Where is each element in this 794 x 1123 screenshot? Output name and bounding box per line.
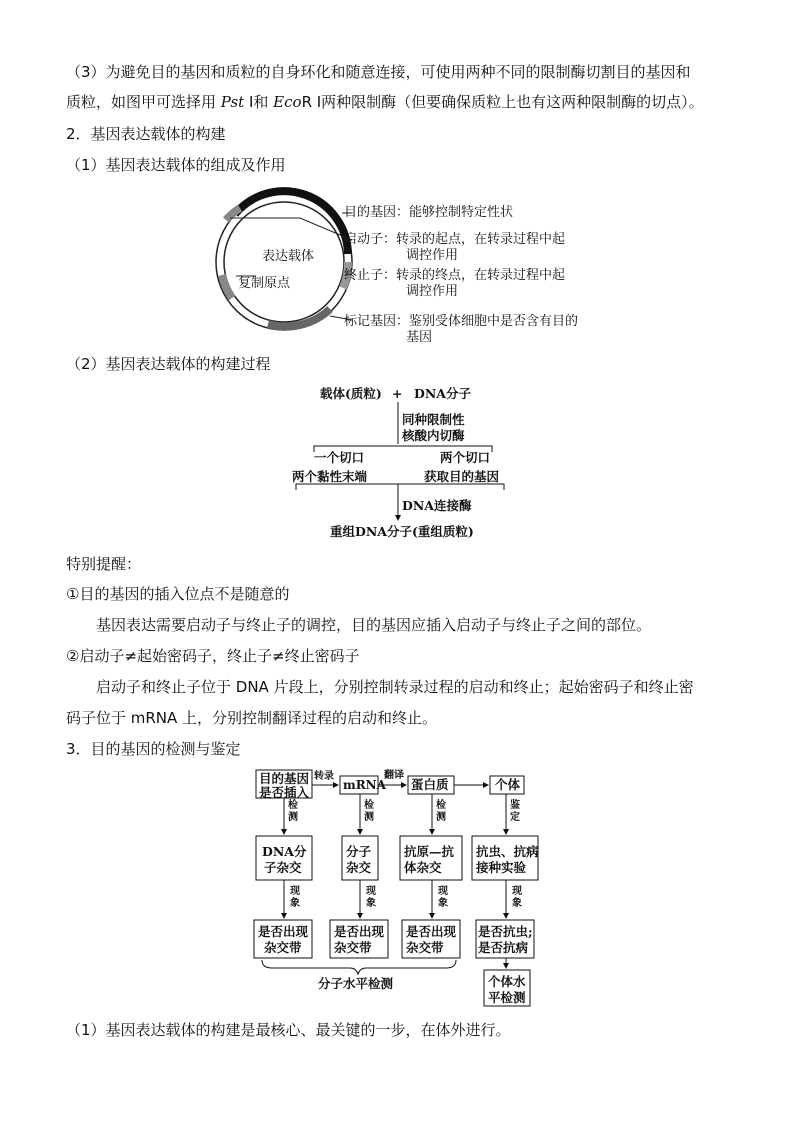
phen-3a: 现 xyxy=(438,886,448,897)
note-2: ②启动子≠起始密码子，终止子≠终止密码子 xyxy=(66,647,360,665)
detect-label-1a: 检 xyxy=(288,800,298,811)
para3-line2-mid2: R Ⅰ两种限制酶（但要确保质粒上也有这两种限制酶的切点）。 xyxy=(301,93,704,111)
notes-title: 特别提醒： xyxy=(66,555,142,573)
construct-result: 重组DNA分子(重组质粒) xyxy=(330,524,474,539)
note-2-body-2: 码子位于 mRNA 上，分别控制翻译过程的启动和终止。 xyxy=(66,709,438,727)
plasmid-label-gene: 目的基因：能够控制特定性状 xyxy=(344,205,514,220)
construct-vector: 载体(质粒) xyxy=(320,386,382,401)
section-2-sub2: （2）基因表达载体的构建过程 xyxy=(66,355,271,373)
construct-get-gene: 获取目的基因 xyxy=(424,469,500,484)
phen-1a: 现 xyxy=(290,886,300,897)
phen-4a: 现 xyxy=(512,886,522,897)
final-line: （1）基因表达载体的构建是最核心、最关键的一步，在体外进行。 xyxy=(66,1021,511,1039)
para3-line2-mid1: Ⅰ和 xyxy=(244,93,274,111)
construct-one-cut: 一个切口 xyxy=(314,450,365,465)
method-1b: 子杂交 xyxy=(264,860,302,875)
result-2a: 是否出现 xyxy=(334,924,385,939)
phen-1b: 象 xyxy=(290,898,300,909)
section-2-title: 2．基因表达载体的构建 xyxy=(66,125,226,143)
method-2b: 杂交 xyxy=(346,860,372,875)
result-1b: 杂交带 xyxy=(264,940,302,955)
phen-2b: 象 xyxy=(366,898,376,909)
result-4b: 是否抗病 xyxy=(478,940,529,955)
detect-label-1b: 测 xyxy=(288,812,298,823)
detect-top-1a: 目的基因 xyxy=(259,771,310,786)
result-1a: 是否出现 xyxy=(258,924,309,939)
molecular-level-label: 分子水平检测 xyxy=(318,976,394,991)
method-4a: 抗虫、抗病 xyxy=(476,844,539,859)
para3-line2-pre: 质粒，如图甲可选择用 xyxy=(66,93,221,111)
detect-protein: 蛋白质 xyxy=(411,777,449,792)
identify-label-a: 鉴 xyxy=(510,800,520,811)
detect-top-1b: 是否插入 xyxy=(259,785,310,800)
construct-enzyme-2: 核酸内切酶 xyxy=(402,428,465,443)
section-2-sub1: （1）基因表达载体的组成及作用 xyxy=(66,156,286,174)
detect-mrna: mRNA xyxy=(343,778,386,792)
detect-translate: 翻译 xyxy=(384,770,404,781)
construct-plus: + xyxy=(392,386,403,401)
para3-line1: （3）为避免目的基因和质粒的自身环化和随意连接，可使用两种不同的限制酶切割目的基因和 xyxy=(66,63,691,81)
detect-transcribe: 转录 xyxy=(314,771,334,782)
note-1-body: 基因表达需要启动子与终止子的调控，目的基因应插入启动子与终止子之间的部位。 xyxy=(96,616,652,634)
plasmid-label-terminator-2: 调控作用 xyxy=(406,284,459,299)
plasmid-label-promoter: 启动子：转录的起点，在转录过程中起 xyxy=(344,232,566,247)
identify-label-b: 定 xyxy=(510,812,520,823)
plasmid-label-marker-2: 基因 xyxy=(406,330,433,345)
construct-two-cut: 两个切口 xyxy=(440,450,491,465)
plasmid-origin-label: 复制原点 xyxy=(238,276,291,291)
section-3-title: 3．目的基因的检测与鉴定 xyxy=(66,740,241,758)
result-4a: 是否抗虫; xyxy=(478,924,533,939)
construct-dna: DNA分子 xyxy=(414,386,471,401)
pst-enzyme: Pst xyxy=(220,93,245,111)
para3-line2 xyxy=(66,92,704,112)
method-2a: 分子 xyxy=(346,844,372,859)
construct-ligase: DNA连接酶 xyxy=(402,498,472,513)
detect-label-3a: 检 xyxy=(436,800,446,811)
eco-enzyme: Eco xyxy=(273,93,302,111)
construct-sticky: 两个黏性末端 xyxy=(292,469,368,484)
method-3a: 抗原—抗 xyxy=(404,844,455,859)
construct-enzyme-1: 同种限制性 xyxy=(402,412,465,427)
plasmid-label-terminator: 终止子：转录的终点，在转录过程中起 xyxy=(344,268,566,283)
note-2-body-1: 启动子和终止子位于 DNA 片段上，分别控制转录过程的启动和终止；起始密码子和终止密 xyxy=(96,678,694,696)
detect-individual: 个体 xyxy=(495,777,521,792)
phen-3b: 象 xyxy=(438,898,448,909)
result-3a: 是否出现 xyxy=(406,924,457,939)
method-3b: 体杂交 xyxy=(404,860,442,875)
method-1a: DNA分 xyxy=(262,844,307,859)
method-4b: 接种实验 xyxy=(476,860,527,875)
phen-4b: 象 xyxy=(512,898,522,909)
individual-level-b: 平检测 xyxy=(488,990,526,1005)
detect-label-2a: 检 xyxy=(364,800,374,811)
plasmid-label-marker: 标记基因：鉴别受体细胞中是否含有目的 xyxy=(344,314,579,329)
result-2b: 杂交带 xyxy=(334,940,372,955)
result-3b: 杂交带 xyxy=(406,940,444,955)
detect-label-2b: 测 xyxy=(364,812,374,823)
note-1: ①目的基因的插入位点不是随意的 xyxy=(66,585,290,603)
plasmid-center-label: 表达载体 xyxy=(262,249,315,264)
phen-2a: 现 xyxy=(366,886,376,897)
plasmid-label-promoter-2: 调控作用 xyxy=(406,248,459,263)
individual-level-a: 个体水 xyxy=(488,974,526,989)
detect-label-3b: 测 xyxy=(436,812,446,823)
